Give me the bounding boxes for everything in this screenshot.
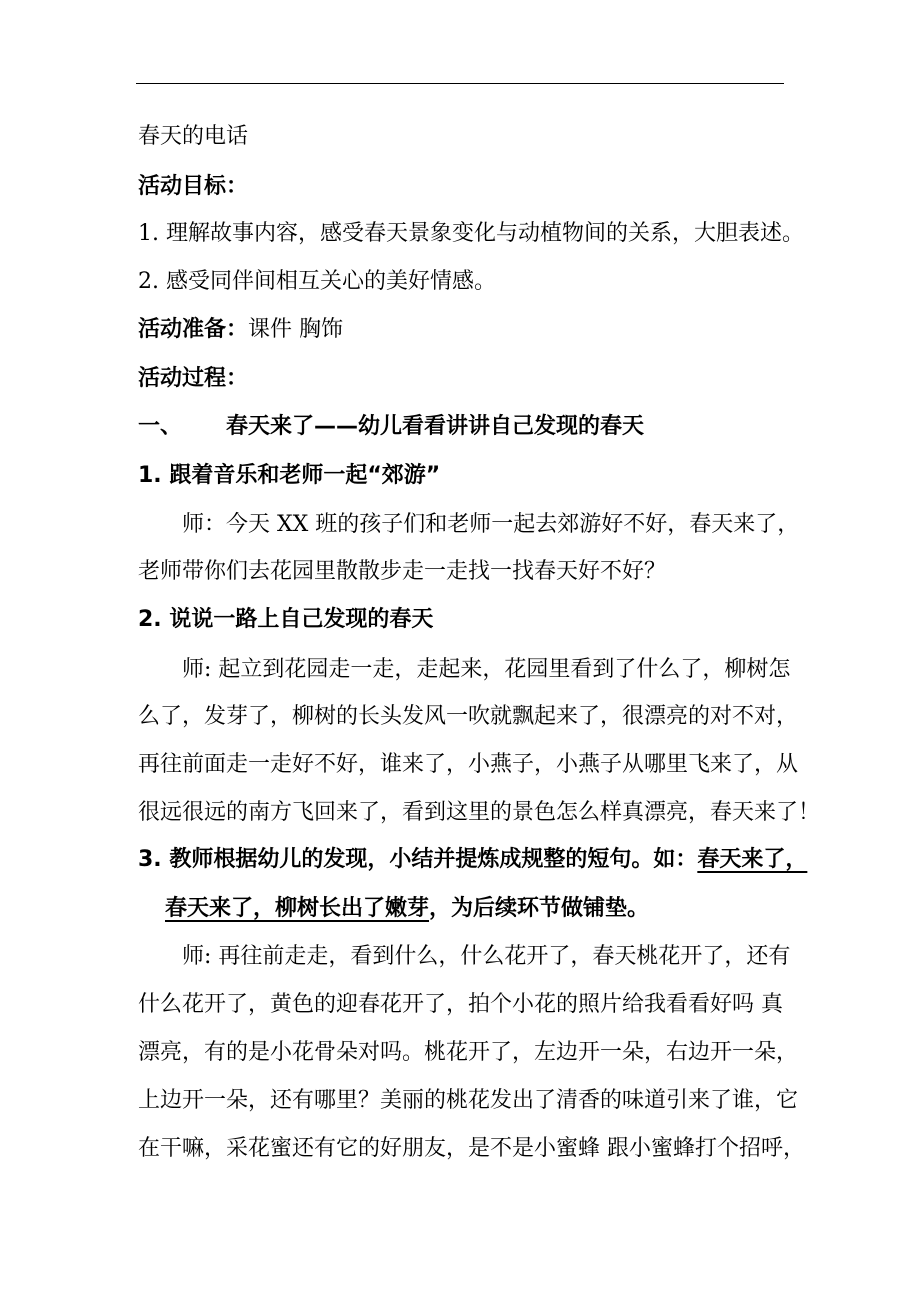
header-rule xyxy=(136,83,784,84)
step-3-heading-cont xyxy=(165,894,649,924)
step-3-heading xyxy=(138,845,807,875)
step-3-underlined-phrase: 春天来了， xyxy=(697,847,808,872)
step-2-para-line: 师: 起立到花园走一走，走起来，花园里看到了什么了，柳树怎 xyxy=(182,657,791,682)
step-3-para-line: 上边开一朵，还有哪里？美丽的桃花发出了清香的味道引来了谁，它 xyxy=(138,1088,799,1113)
step-3-para-line: 师: 再往前走走，看到什么，什么花开了，春天桃花开了，还有 xyxy=(182,944,791,969)
goal-item-2: 2. 感受同伴间相互关心的美好情感。 xyxy=(138,269,496,294)
step-2-heading: 2. 说说一路上自己发现的春天 xyxy=(138,607,434,632)
step-1-heading: 1. 跟着音乐和老师一起“郊游” xyxy=(138,463,441,488)
step-3-heading-text: ，为后续环节做铺垫。 xyxy=(429,896,650,921)
process-heading: 活动过程： xyxy=(138,366,249,391)
step-1-para-line: 师：今天 XX 班的孩子们和老师一起去郊游好不好，春天来了， xyxy=(182,512,800,537)
step-2-para-line: 么了，发芽了，柳树的长头发风一吹就飘起来了，很漂亮的对不对， xyxy=(138,704,799,729)
step-3-heading-text: 3. 教师根据幼儿的发现，小结并提炼成规整的短句。如： xyxy=(138,847,698,872)
step-1-para-line: 老师带你们去花园里散散步走一走找一找春天好不好？ xyxy=(138,559,667,584)
prep-line xyxy=(138,315,343,345)
prep-label: 活动准备： xyxy=(138,317,249,342)
prep-value: 课件 胸饰 xyxy=(248,317,344,342)
doc-title: 春天的电话 xyxy=(138,124,249,149)
step-3-underlined-phrase: 春天来了，柳树长出了嫩芽 xyxy=(165,896,430,921)
step-3-para-line: 什么花开了，黄色的迎春花开了，拍个小花的照片给我看看好吗 真 xyxy=(138,992,783,1017)
section-1-number: 一、 xyxy=(138,414,183,439)
section-1-heading xyxy=(138,412,644,442)
step-3-para-line: 在干嘛，采花蜜还有它的好朋友，是不是小蜜蜂 跟小蜜蜂打个招呼， xyxy=(138,1136,805,1161)
step-3-para-line: 漂亮，有的是小花骨朵对吗。桃花开了，左边开一朵，右边开一朵， xyxy=(138,1040,799,1065)
goal-item-1: 1. 理解故事内容，感受春天景象变化与动植物间的关系，大胆表述。 xyxy=(138,221,804,246)
goals-heading: 活动目标： xyxy=(138,174,249,199)
step-2-para-line: 很远很远的南方飞回来了，看到这里的景色怎么样真漂亮，春天来了！ xyxy=(138,800,821,825)
step-2-para-line: 再往前面走一走好不好，谁来了，小燕子，小燕子从哪里飞来了，从 xyxy=(138,752,799,777)
section-1-title: 春天来了——幼儿看看讲讲自己发现的春天 xyxy=(226,414,645,439)
